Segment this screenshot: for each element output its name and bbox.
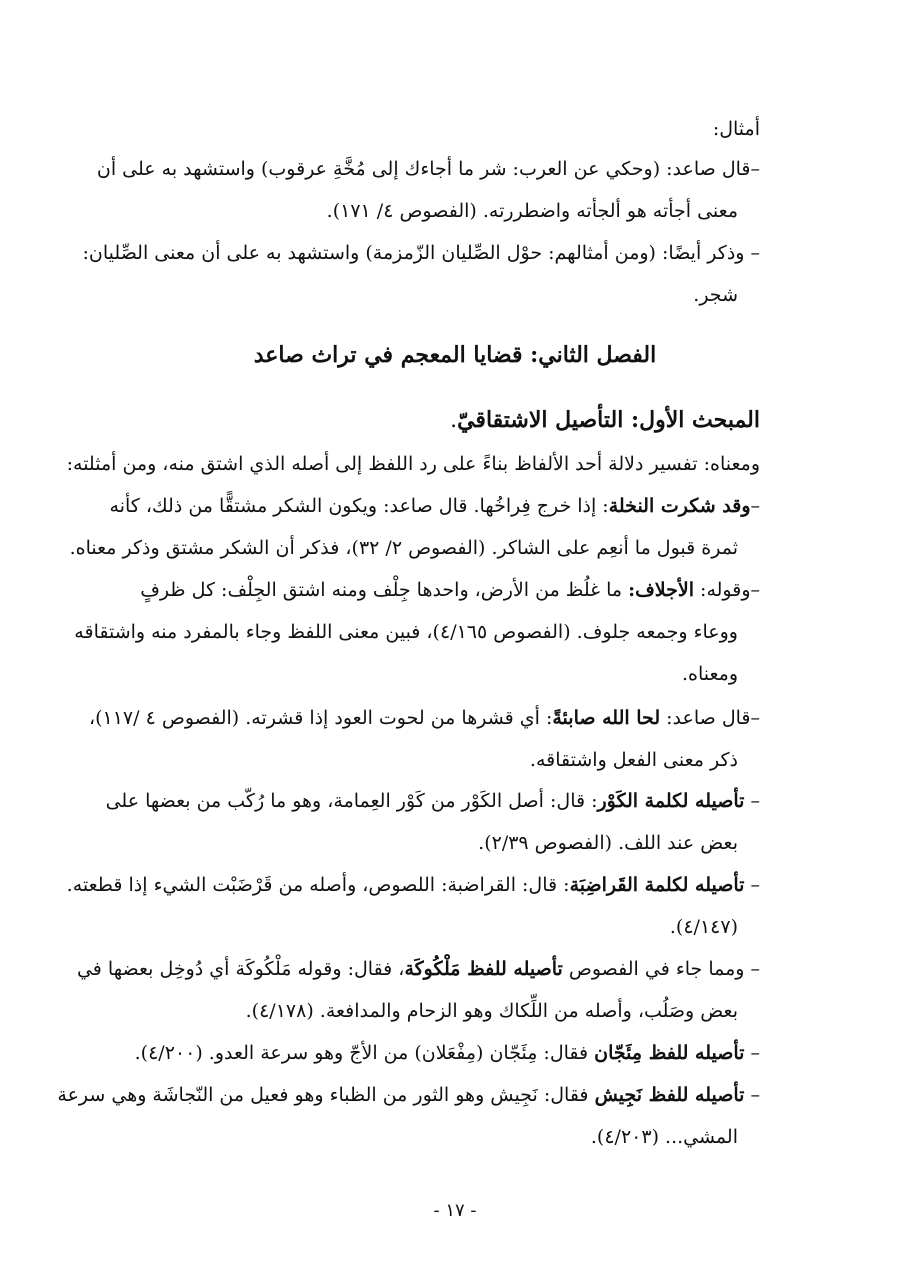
paragraph-line: ثمرة قبول ما أنعِم على الشاكر. (الفصوص ٢/ ٣٢)، فذكر أن الشكر مشتق وذكر معناه. <box>69 537 738 559</box>
item-prefix: –قال صاعد: <box>660 707 760 729</box>
item-term: وقد شكرت النخلة <box>608 495 751 517</box>
item-term: تأصيله للفظ مَلْكُوكَة <box>404 958 563 980</box>
list-item <box>109 487 760 525</box>
page-number: - ١٧ - <box>433 1200 477 1221</box>
item-term: تأصيله للفظ نَجِيش <box>594 1084 745 1106</box>
paragraph-line: ذكر معنى الفعل واشتقاقه. <box>529 749 738 771</box>
section-title: المبحث الأول: التأصيل الاشتقاقيّ <box>457 407 760 433</box>
item-text: : أي قشرها من لحوت العود إذا قشرته. (الفصوص ٤ /١١٧)، <box>88 707 553 729</box>
item-prefix: – <box>744 1042 760 1064</box>
list-item <box>66 866 760 904</box>
item-text: ما غلُظ من الأرض، واحدها جِلْف ومنه اشتق الجِلْف: كل ظرفٍ <box>140 579 629 601</box>
list-item <box>76 950 760 988</box>
paragraph-line: –قال صاعد: (وحكي عن العرب: شر ما أجاءك إلى مُخَّةِ عرقوب) واستشهد به على أن <box>96 158 760 180</box>
item-term: تأصيله لكلمة القَراضِبَة <box>569 874 745 896</box>
item-prefix: – <box>744 790 760 812</box>
paragraph-line: ومعناه: تفسير دلالة أحد الألفاظ بناءً على رد اللفظ إلى أصله الذي اشتق منه، ومن أمثلته: <box>66 453 760 475</box>
paragraph-line: ومعناه. <box>681 663 738 685</box>
paragraph-line: (٤/١٤٧). <box>669 916 738 938</box>
item-prefix: – ومما جاء في الفصوص <box>562 958 760 980</box>
item-text: : قال: أصل الكَوْر من كَوْر العِمامة، وهو ما رُكّب من بعضها على <box>105 790 598 812</box>
item-text: ، فقال: وقوله مَلْكُوكَة أي دُوخِل بعضها في <box>76 958 405 980</box>
item-prefix: – <box>744 874 760 896</box>
item-text: فقال: مِئَجّان (مِفْعَلان) من الأجّ وهو سرعة العدو. (٤/٢٠٠). <box>134 1042 595 1064</box>
paragraph-line: شجر. <box>693 284 738 306</box>
section-title-dot: . <box>450 408 458 433</box>
paragraph-line: معنى أجأته هو ألجأته واضطررته. (الفصوص ٤/ ١٧١). <box>326 200 738 222</box>
item-text: : قال: القراضبة: اللصوص، وأصله من قَرْضَبْت الشيء إذا قطعته. <box>66 874 570 896</box>
paragraph-line: ووعاء وجمعه جلوف. (الفصوص ٤/١٦٥)، فبين معنى اللفظ وجاء بالمفرد منه واشتقاقه <box>74 621 738 643</box>
item-prefix: –وقوله: <box>694 579 760 601</box>
paragraph-line: أمثال: <box>712 118 760 140</box>
chapter-title: الفصل الثاني: قضايا المعجم في تراث صاعد <box>253 342 657 368</box>
paragraph-line: بعض عند اللف. (الفصوص ٢/٣٩). <box>478 832 738 854</box>
list-item <box>140 571 760 609</box>
item-term: تأصيله للفظ مِئَجّان <box>594 1042 745 1064</box>
item-prefix: – <box>744 1084 760 1106</box>
paragraph-line: – وذكر أيضًا: (ومن أمثالهم: حوْل الصِّليان الزّمزمة) واستشهد به على أن معنى الصِّليان: <box>82 242 760 264</box>
list-item <box>134 1034 760 1072</box>
item-term: الأجلاف: <box>628 579 694 601</box>
item-term: تأصيله لكلمة الكَوْر <box>597 790 745 812</box>
list-item <box>105 782 760 820</box>
item-text: : إذا خرج فِراخُها. قال صاعد: ويكون الشكر مشتقًّا من ذلك، كأنه <box>109 495 609 517</box>
paragraph-line: بعض وصَلُب، وأصله من اللِّكاك وهو الزحام والمدافعة. (٤/١٧٨). <box>245 1000 738 1022</box>
item-prefix: – <box>750 495 760 517</box>
item-text: فقال: نَجِيش وهو الثور من الظباء وهو فعيل من النّجاشَة وهي سرعة <box>57 1084 595 1106</box>
list-item <box>88 699 760 737</box>
item-term: لحا الله صابئةً <box>552 707 661 729</box>
section-heading <box>150 400 760 441</box>
paragraph-line: المشي... (٤/٢٠٣). <box>590 1126 738 1148</box>
list-item <box>57 1076 760 1114</box>
